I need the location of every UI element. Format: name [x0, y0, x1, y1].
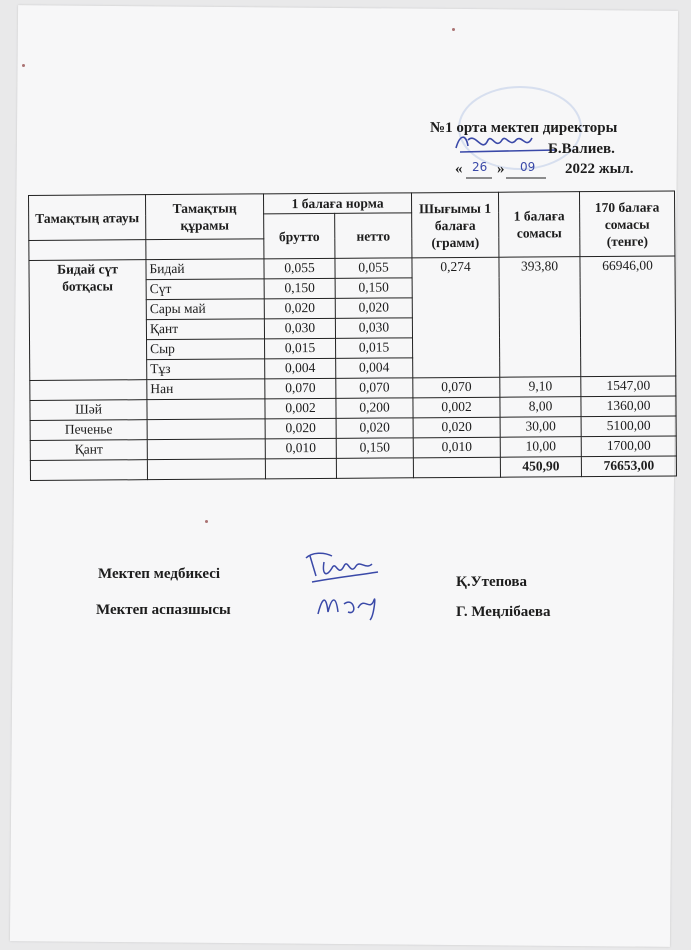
- ingredient-cell: Бидай: [146, 259, 264, 280]
- total-row: [30, 456, 676, 481]
- cook-role: Мектеп аспазшысы: [96, 602, 231, 618]
- dish-name: Бидай сүт ботқасы: [29, 260, 147, 381]
- brutto-cell: 0,030: [264, 318, 335, 338]
- sum-170-cell: 1360,00: [581, 396, 676, 417]
- nurse-signature: [302, 548, 382, 588]
- netto-cell: 0,150: [335, 278, 412, 299]
- total-sum-170: 76653,00: [581, 456, 676, 477]
- date-day: 26: [472, 160, 488, 174]
- netto-cell: 0,070: [336, 378, 413, 399]
- brutto-cell: 0,004: [265, 358, 336, 378]
- director-title: №1 орта мектеп директоры: [430, 120, 618, 136]
- total-sum-one: 450,90: [500, 457, 581, 478]
- dish-name: Қант: [30, 440, 147, 461]
- header-output: Шығымы 1 балаға (грамм): [411, 192, 498, 258]
- brutto-cell: 0,015: [265, 338, 336, 358]
- cook-name: Г. Меңлібаева: [456, 604, 551, 620]
- date-month: 09: [520, 160, 536, 174]
- sum-one-cell: 9,10: [500, 377, 581, 398]
- ingredient-cell: Сары май: [146, 299, 264, 320]
- nurse-role: Мектеп медбикесі: [98, 566, 221, 582]
- dish-name: [30, 380, 147, 401]
- ingredient-cell: Тұз: [147, 359, 265, 380]
- netto-cell: 0,055: [335, 258, 412, 279]
- brutto-cell: 0,010: [265, 438, 336, 458]
- ingredient-cell: [147, 419, 265, 440]
- header-dish-name: Тамақтың атауы: [29, 195, 146, 241]
- netto-cell: 0,015: [336, 338, 413, 359]
- header-sum-one: 1 балаға сомасы: [498, 192, 579, 258]
- netto-cell: 0,200: [336, 398, 413, 419]
- header-norm: 1 балаға норма: [263, 193, 411, 214]
- date-close-quote: »: [497, 161, 505, 177]
- sum-one-cell: 30,00: [500, 417, 581, 438]
- dish-name: Печенье: [30, 420, 147, 441]
- ingredient-cell: Сүт: [146, 279, 264, 300]
- dish-name: Шәй: [30, 400, 147, 421]
- date-year: 2022 жыл.: [565, 161, 634, 177]
- output-cell: 0,274: [412, 257, 500, 378]
- header-netto: нетто: [335, 213, 412, 259]
- brutto-cell: 0,070: [265, 378, 336, 398]
- sum-170-cell: 5100,00: [581, 416, 676, 437]
- brutto-cell: 0,020: [265, 418, 336, 438]
- document-header: [0, 0, 691, 200]
- sum-170-cell: 1700,00: [581, 436, 676, 457]
- cook-signature: [314, 586, 394, 622]
- director-signature: [452, 128, 562, 158]
- menu-table: [28, 190, 677, 481]
- netto-cell: 0,020: [335, 298, 412, 319]
- brutto-cell: 0,055: [264, 258, 335, 278]
- director-name: Б.Валиев.: [548, 141, 615, 157]
- output-cell: 0,070: [413, 377, 500, 398]
- date-open-quote: «: [455, 161, 463, 177]
- date-underline: [466, 176, 546, 180]
- ingredient-cell: [147, 439, 265, 460]
- output-cell: 0,002: [413, 397, 500, 418]
- sum-one-cell: 8,00: [500, 397, 581, 418]
- nurse-name: Қ.Утепова: [456, 574, 528, 590]
- ingredient-cell: Сыр: [147, 339, 265, 360]
- netto-cell: 0,030: [335, 318, 412, 339]
- brutto-cell: 0,002: [265, 398, 336, 418]
- netto-cell: 0,150: [336, 438, 413, 459]
- table-row: [29, 256, 675, 281]
- brutto-cell: 0,020: [264, 298, 335, 318]
- brutto-cell: 0,150: [264, 278, 335, 298]
- header-ingredients: Тамақтың құрамы: [146, 194, 264, 240]
- ingredient-cell: Нан: [147, 379, 265, 400]
- header-brutto: брутто: [264, 213, 335, 258]
- header-sum-170: 170 балаға сомасы (тенге): [579, 191, 674, 257]
- paper-speck: [205, 520, 208, 523]
- output-cell: 0,010: [413, 437, 500, 458]
- netto-cell: 0,004: [336, 358, 413, 379]
- sum-170-cell: 1547,00: [581, 376, 676, 397]
- ingredient-cell: [147, 399, 265, 420]
- sum-170-cell: 66946,00: [580, 256, 676, 377]
- output-cell: 0,020: [413, 417, 500, 438]
- sum-one-cell: 10,00: [500, 437, 581, 458]
- netto-cell: 0,020: [336, 418, 413, 439]
- ingredient-cell: Қант: [146, 319, 264, 340]
- sum-one-cell: 393,80: [499, 257, 581, 378]
